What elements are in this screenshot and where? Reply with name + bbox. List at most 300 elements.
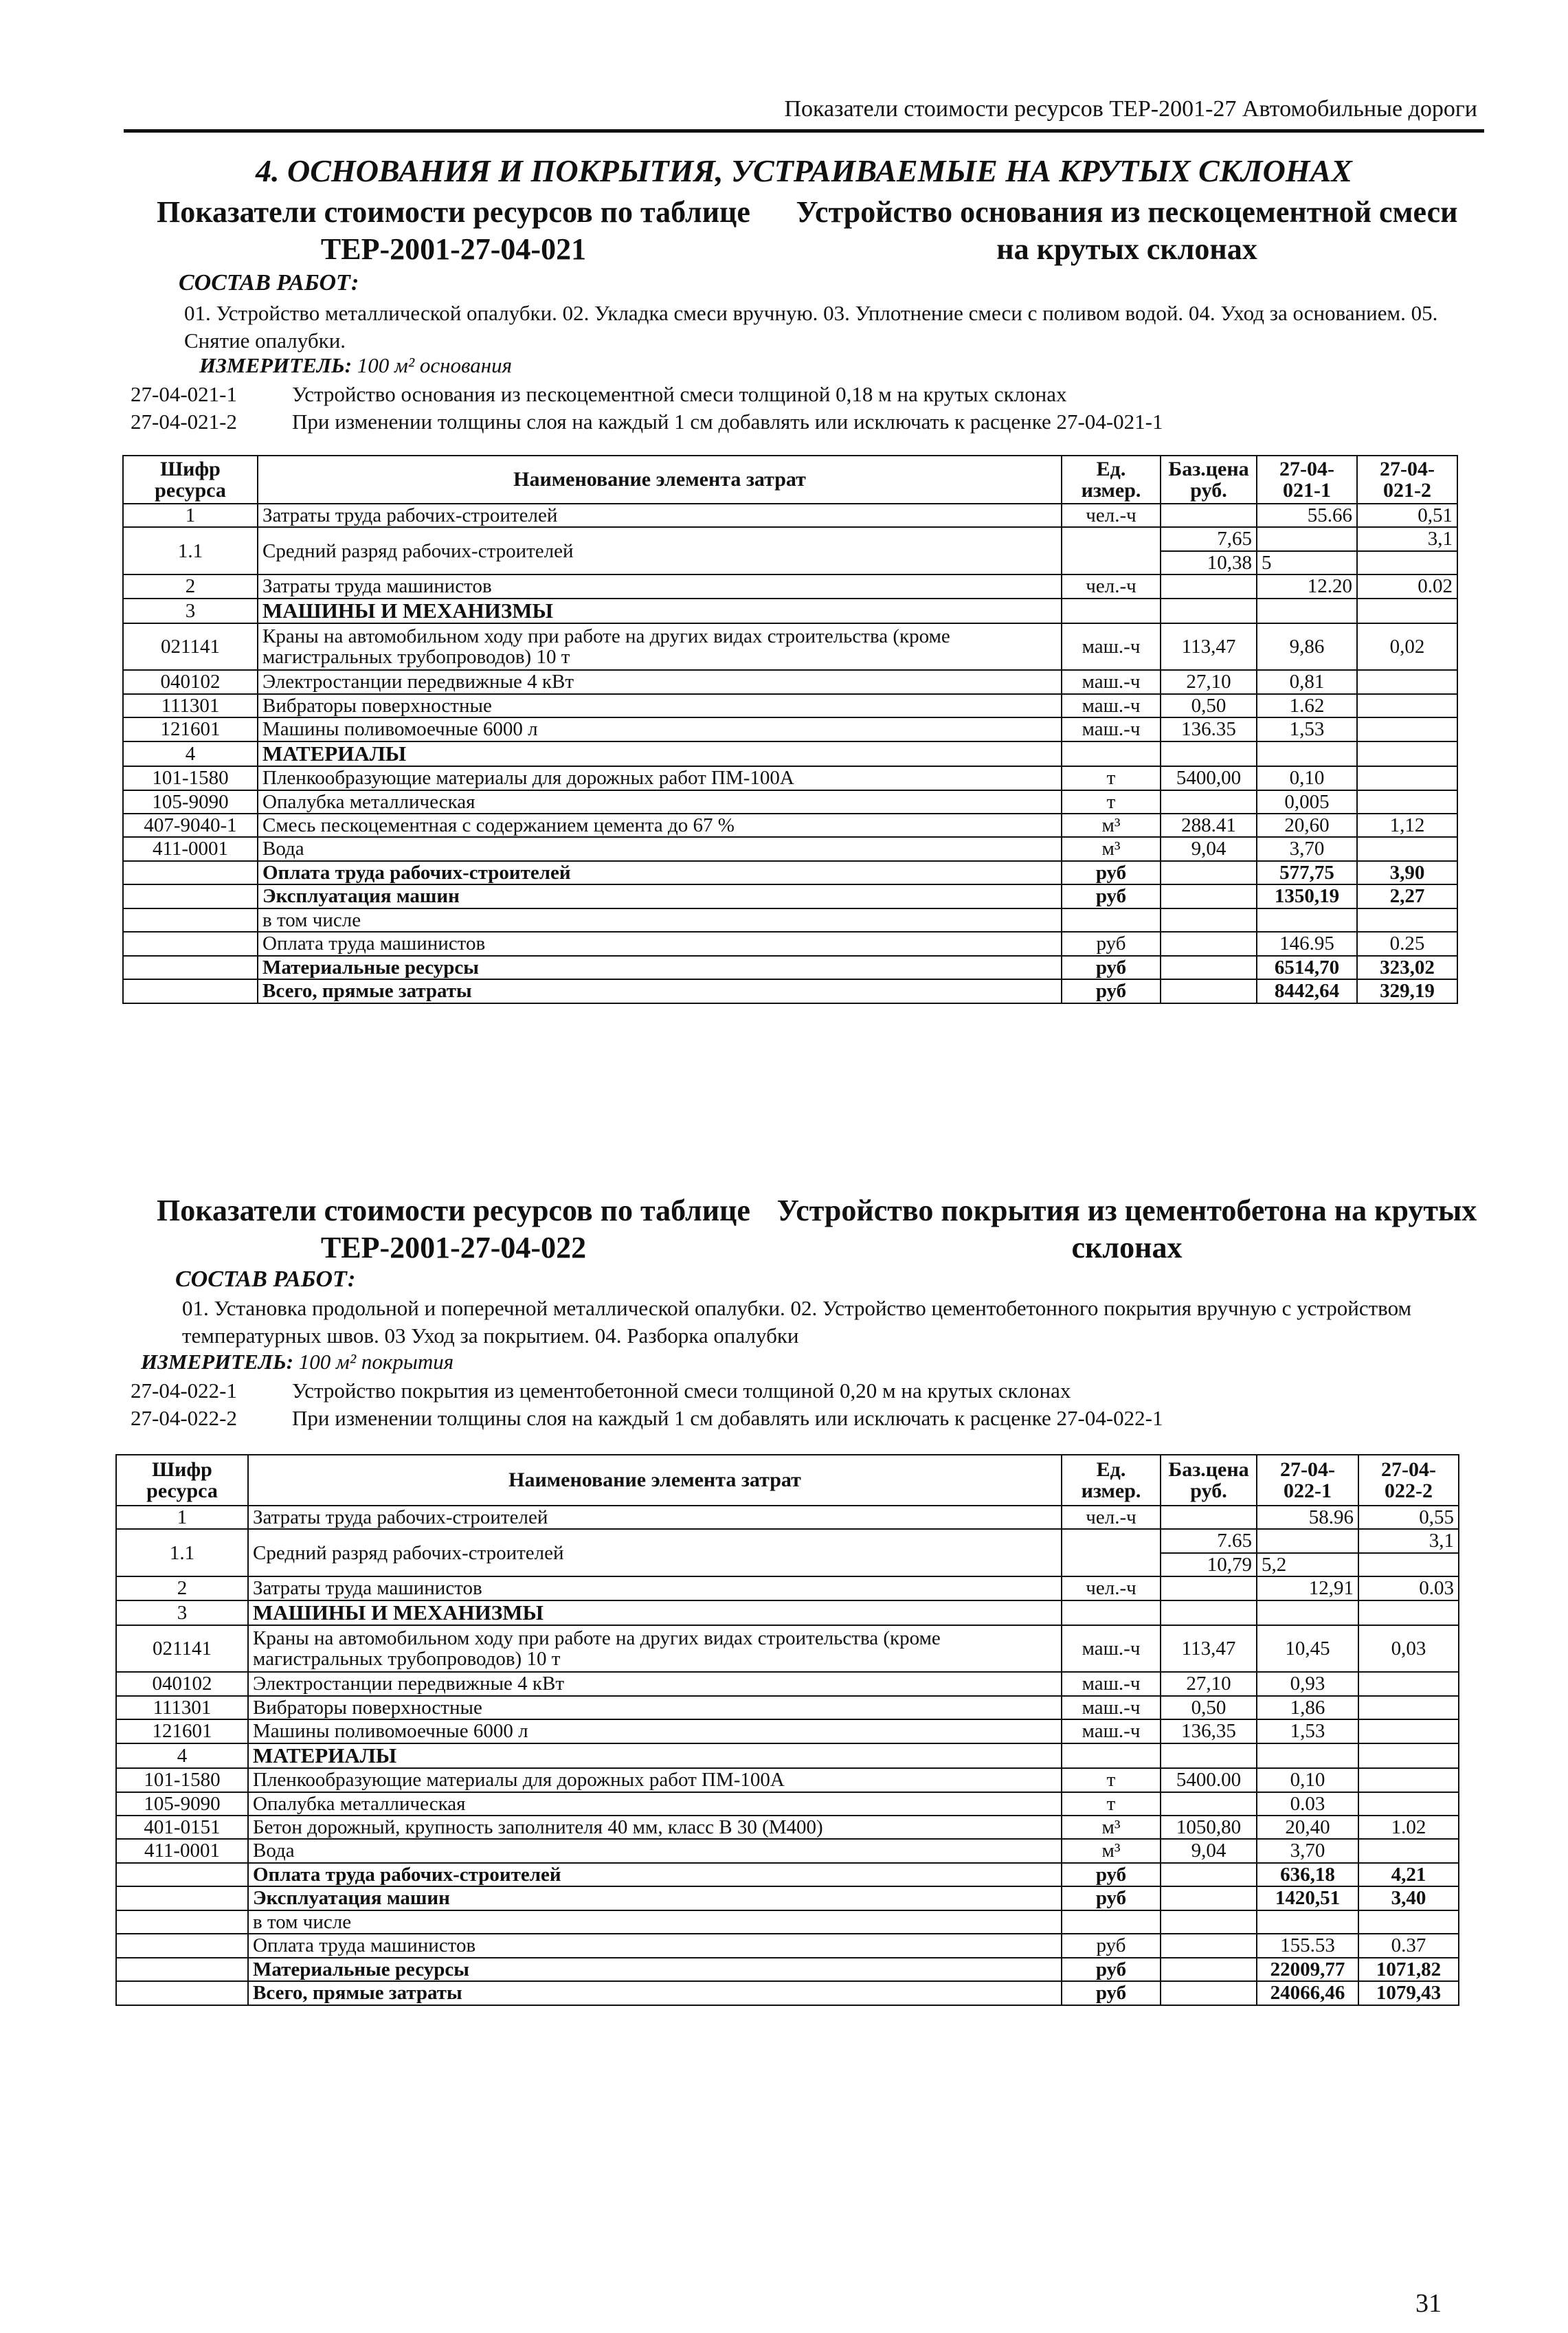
cell-unit: м³ — [1062, 814, 1161, 837]
cell-price — [1161, 1506, 1257, 1529]
cell-code: 111301 — [123, 694, 258, 717]
code-line — [131, 1406, 1163, 1431]
table-row — [116, 1600, 1459, 1626]
cell-value-1: 1,53 — [1257, 717, 1357, 741]
cell-value-1: 577,75 — [1257, 861, 1357, 884]
cell-name: Краны на автомобильном ходу при работе на других видах строительства (кроме магистральных трубопроводов) 10 т — [248, 1625, 1062, 1672]
table-row — [123, 814, 1457, 837]
table-row — [123, 694, 1457, 717]
table-row — [116, 1506, 1459, 1529]
cell-value-1: 5 — [1257, 551, 1357, 574]
cell-name: Электростанции передвижные 4 кВт — [248, 1672, 1062, 1695]
cell-value-2 — [1357, 717, 1457, 741]
cell-unit — [1062, 908, 1161, 932]
cell-unit: руб — [1062, 1934, 1161, 1957]
cell-name: Пленкообразующие материалы для дорожных работ ПМ-100А — [258, 766, 1062, 790]
cell-price — [1161, 1600, 1257, 1626]
cell-value-1: 22009,77 — [1257, 1958, 1358, 1981]
cell-code — [123, 908, 258, 932]
col-header-rate-1: 27-04-021-1 — [1257, 456, 1357, 504]
summary-row — [123, 884, 1457, 908]
cell-name: Бетон дорожный, крупность заполнителя 40 мм, класс В 30 (М400) — [248, 1816, 1062, 1839]
cell-value-2 — [1357, 766, 1457, 790]
cell-price — [1161, 1792, 1257, 1816]
page-number: 31 — [1415, 2289, 1442, 2318]
cell-value-2 — [1357, 790, 1457, 814]
cell-name: в том числе — [248, 1910, 1062, 1934]
cell-code — [123, 884, 258, 908]
table-row — [116, 1696, 1459, 1719]
rate-code: 27-04-022-1 — [131, 1378, 237, 1403]
cell-price — [1161, 979, 1257, 1003]
cell-code: 040102 — [116, 1672, 248, 1695]
cell-code: 3 — [116, 1600, 248, 1626]
cell-unit: руб — [1062, 1981, 1161, 2005]
cell-value-1: 12,91 — [1257, 1576, 1358, 1600]
cell-name: Средний разряд рабочих-строителей — [248, 1529, 1062, 1576]
table-header-row — [123, 456, 1457, 504]
cell-value-1: 146.95 — [1257, 932, 1357, 955]
cell-price — [1161, 1743, 1257, 1769]
table-row — [123, 599, 1457, 624]
cell-value-2 — [1358, 1910, 1459, 1934]
cell-name: Смесь пескоцементная с содержанием цемента до 67 % — [258, 814, 1062, 837]
cell-code: 411-0001 — [123, 837, 258, 860]
cell-code — [123, 932, 258, 955]
cell-name: Эксплуатация машин — [258, 884, 1062, 908]
cell-price — [1161, 1886, 1257, 1910]
cell-name: Средний разряд рабочих-строителей — [258, 527, 1062, 574]
cell-name: Машины поливомоечные 6000 л — [248, 1719, 1062, 1743]
cell-unit: т — [1062, 766, 1161, 790]
meter-line — [199, 353, 512, 378]
cell-code: 3 — [123, 599, 258, 624]
cell-value-2: 329,19 — [1357, 979, 1457, 1003]
rate-code: 27-04-021-1 — [131, 382, 237, 406]
cell-name: Вода — [248, 1839, 1062, 1862]
cell-code: 021141 — [116, 1625, 248, 1672]
cell-code — [116, 1981, 248, 2005]
rate-description: При изменении толщины слоя на каждый 1 см добавлять или исключать к расценке 27-04-022-1 — [292, 1406, 1163, 1430]
cell-code: 040102 — [123, 670, 258, 693]
cell-value-2: 2,27 — [1357, 884, 1457, 908]
cell-name: Опалубка металлическая — [248, 1792, 1062, 1816]
rate-description: Устройство покрытия из цементобетонной смеси толщиной 0,20 м на крутых склонах — [292, 1378, 1071, 1403]
cell-code: 1.1 — [123, 527, 258, 574]
cell-code: 105-9090 — [116, 1792, 248, 1816]
table-row — [123, 741, 1457, 767]
cell-price: 136.35 — [1161, 717, 1257, 741]
cell-price: 136,35 — [1161, 1719, 1257, 1743]
cell-price — [1161, 741, 1257, 767]
cell-price: 5400,00 — [1161, 766, 1257, 790]
cell-price: 1050,80 — [1161, 1816, 1257, 1839]
cell-value-2: 0.37 — [1358, 1934, 1459, 1957]
table-row — [116, 1529, 1459, 1552]
cell-name: МАТЕРИАЛЫ — [248, 1743, 1062, 1769]
cell-unit: т — [1062, 1768, 1161, 1791]
cell-value-2 — [1358, 1672, 1459, 1695]
summary-row — [116, 1910, 1459, 1934]
cell-value-1: 1,53 — [1257, 1719, 1358, 1743]
table-row — [116, 1576, 1459, 1600]
cell-unit: маш.-ч — [1062, 1696, 1161, 1719]
code-line — [131, 1378, 1071, 1403]
cell-value-2 — [1358, 1743, 1459, 1769]
works-text: 01. Устройство металлической опалубки. 02. Укладка смеси вручную. 03. Уплотнение смеси с поливом водой. 04. Уход за основанием. 05. Снятие опалубки. — [184, 301, 1438, 353]
cost-table — [115, 1454, 1459, 2006]
cell-unit: м³ — [1062, 837, 1161, 860]
cell-unit: руб — [1062, 1863, 1161, 1886]
table-row — [123, 766, 1457, 790]
summary-row — [123, 908, 1457, 932]
cell-unit: маш.-ч — [1062, 1719, 1161, 1743]
cell-value-2 — [1357, 837, 1457, 860]
cell-value-2 — [1357, 551, 1457, 574]
table-row — [116, 1768, 1459, 1791]
summary-row — [123, 932, 1457, 955]
cell-value-2 — [1358, 1792, 1459, 1816]
cell-code: 1.1 — [116, 1529, 248, 1576]
table-title-right: Устройство основания из пескоцементной смеси на крутых склонах — [796, 195, 1458, 266]
cell-unit: руб — [1062, 1958, 1161, 1981]
cell-name: МАТЕРИАЛЫ — [258, 741, 1062, 767]
cell-code: 121601 — [116, 1719, 248, 1743]
cell-value-2: 1079,43 — [1358, 1981, 1459, 2005]
cell-code — [123, 956, 258, 979]
table-row — [123, 527, 1457, 550]
table-row — [116, 1792, 1459, 1816]
cell-value-2 — [1358, 1839, 1459, 1862]
cell-value-2: 0.25 — [1357, 932, 1457, 955]
table-row — [116, 1743, 1459, 1769]
cell-price — [1161, 861, 1257, 884]
cell-value-1 — [1257, 1910, 1358, 1934]
cell-code — [116, 1886, 248, 1910]
cell-value-2: 3,40 — [1358, 1886, 1459, 1910]
meter-value: 100 м² покрытия — [298, 1350, 454, 1374]
cell-value-1: 12.20 — [1257, 574, 1357, 598]
summary-row — [123, 861, 1457, 884]
cell-value-2: 0,55 — [1358, 1506, 1459, 1529]
cell-price: 0,50 — [1161, 694, 1257, 717]
cell-value-1 — [1257, 527, 1357, 550]
cell-price: 113,47 — [1161, 1625, 1257, 1672]
cell-name: Оплата труда машинистов — [248, 1934, 1062, 1957]
cell-price — [1161, 1576, 1257, 1600]
cell-value-1: 155.53 — [1257, 1934, 1358, 1957]
cell-unit: маш.-ч — [1062, 1672, 1161, 1695]
cell-value-2 — [1358, 1553, 1459, 1576]
cell-price: 113,47 — [1161, 623, 1257, 670]
meter-line — [141, 1350, 453, 1374]
cell-name: Эксплуатация машин — [248, 1886, 1062, 1910]
cell-code — [116, 1958, 248, 1981]
cell-unit — [1062, 1529, 1161, 1576]
cell-code — [123, 979, 258, 1003]
cell-code: 111301 — [116, 1696, 248, 1719]
cell-unit: т — [1062, 790, 1161, 814]
cell-value-1 — [1257, 1600, 1358, 1626]
cell-code: 021141 — [123, 623, 258, 670]
cell-unit: руб — [1062, 932, 1161, 955]
cell-unit: маш.-ч — [1062, 717, 1161, 741]
table-row — [123, 717, 1457, 741]
cell-name: Материальные ресурсы — [248, 1958, 1062, 1981]
cell-name: МАШИНЫ И МЕХАНИЗМЫ — [258, 599, 1062, 624]
cell-value-1: 0,10 — [1257, 766, 1357, 790]
table-title-left: Показатели стоимости ресурсов по таблице ТЕР-2001-27-04-021 — [157, 195, 750, 266]
summary-row — [116, 1934, 1459, 1957]
cell-value-2 — [1357, 908, 1457, 932]
cell-value-1: 1,86 — [1257, 1696, 1358, 1719]
table-title-left: Показатели стоимости ресурсов по таблице ТЕР-2001-27-04-022 — [157, 1194, 750, 1264]
cell-value-1: 1.62 — [1257, 694, 1357, 717]
summary-row — [116, 1863, 1459, 1886]
table-row — [116, 1839, 1459, 1862]
cell-price: 27,10 — [1161, 1672, 1257, 1695]
cell-unit: руб — [1062, 979, 1161, 1003]
cell-code: 2 — [116, 1576, 248, 1600]
table-row — [123, 837, 1457, 860]
cell-price: 27,10 — [1161, 670, 1257, 693]
cell-name: Затраты труда машинистов — [258, 574, 1062, 598]
cell-code: 4 — [116, 1743, 248, 1769]
cell-code — [116, 1934, 248, 1957]
cell-price — [1161, 599, 1257, 624]
col-header-rate-1: 27-04-022-1 — [1257, 1455, 1358, 1506]
cell-value-2: 0,51 — [1357, 504, 1457, 527]
cell-value-1: 3,70 — [1257, 837, 1357, 860]
cell-code: 407-9040-1 — [123, 814, 258, 837]
cell-value-2 — [1358, 1600, 1459, 1626]
cell-code: 401-0151 — [116, 1816, 248, 1839]
cell-code: 105-9090 — [123, 790, 258, 814]
cell-value-1: 0,81 — [1257, 670, 1357, 693]
cell-value-1: 5,2 — [1257, 1553, 1358, 1576]
cell-price: 10,79 — [1161, 1553, 1257, 1576]
col-header-rate-2: 27-04-022-2 — [1358, 1455, 1459, 1506]
cell-price: 7,65 — [1161, 527, 1257, 550]
cell-code: 101-1580 — [123, 766, 258, 790]
cell-code: 2 — [123, 574, 258, 598]
meter-value: 100 м² основания — [357, 353, 513, 377]
cell-price: 9,04 — [1161, 1839, 1257, 1862]
cell-value-2: 1071,82 — [1358, 1958, 1459, 1981]
cell-price — [1161, 1958, 1257, 1981]
cell-name: Электростанции передвижные 4 кВт — [258, 670, 1062, 693]
cell-value-1: 0.03 — [1257, 1792, 1358, 1816]
cost-table — [122, 455, 1458, 1004]
meter-label: ИЗМЕРИТЕЛЬ: — [199, 353, 352, 377]
cell-code — [116, 1863, 248, 1886]
col-header-price: Баз.цена руб. — [1161, 1455, 1257, 1506]
cell-price — [1161, 884, 1257, 908]
summary-row — [116, 1958, 1459, 1981]
cell-unit: маш.-ч — [1062, 623, 1161, 670]
cell-price: 5400.00 — [1161, 1768, 1257, 1791]
cell-value-2: 0.02 — [1357, 574, 1457, 598]
cell-value-2: 3,1 — [1358, 1529, 1459, 1552]
cell-value-2 — [1357, 599, 1457, 624]
cell-name: Оплата труда машинистов — [258, 932, 1062, 955]
cell-unit — [1062, 741, 1161, 767]
cell-value-2: 0,03 — [1358, 1625, 1459, 1672]
cell-price — [1161, 574, 1257, 598]
table-row — [116, 1672, 1459, 1695]
cell-value-2: 323,02 — [1357, 956, 1457, 979]
cell-value-2: 0,02 — [1357, 623, 1457, 670]
running-header: Показатели стоимости ресурсов ТЕР-2001-27 Автомобильные дороги — [784, 96, 1477, 122]
cell-unit: руб — [1062, 884, 1161, 908]
cell-value-1: 3,70 — [1257, 1839, 1358, 1862]
cell-value-2 — [1357, 741, 1457, 767]
cell-code: 4 — [123, 741, 258, 767]
cell-name: Краны на автомобильном ходу при работе на других видах строительства (кроме магистральных трубопроводов) 10 т — [258, 623, 1062, 670]
table-row — [123, 574, 1457, 598]
cell-unit — [1062, 1910, 1161, 1934]
rate-code: 27-04-021-2 — [131, 410, 237, 434]
cell-price: 7.65 — [1161, 1529, 1257, 1552]
cell-value-1: 58.96 — [1257, 1506, 1358, 1529]
cell-value-1: 1350,19 — [1257, 884, 1357, 908]
cell-value-1: 55.66 — [1257, 504, 1357, 527]
cell-unit: м³ — [1062, 1816, 1161, 1839]
cell-unit — [1062, 527, 1161, 574]
table-row — [116, 1719, 1459, 1743]
cell-name: Вибраторы поверхностные — [248, 1696, 1062, 1719]
cell-price — [1161, 908, 1257, 932]
cell-code: 101-1580 — [116, 1768, 248, 1791]
cell-name: Материальные ресурсы — [258, 956, 1062, 979]
cell-value-2 — [1357, 670, 1457, 693]
cell-name: Вода — [258, 837, 1062, 860]
table-row — [123, 790, 1457, 814]
cell-value-2 — [1358, 1768, 1459, 1791]
code-line — [131, 410, 1163, 434]
cell-value-1: 1420,51 — [1257, 1886, 1358, 1910]
cell-name: в том числе — [258, 908, 1062, 932]
col-header-code: Шифр ресурса — [116, 1455, 248, 1506]
table-title-right: Устройство покрытия из цементобетона на крутых склонах — [776, 1194, 1477, 1264]
summary-row — [123, 956, 1457, 979]
cell-unit: маш.-ч — [1062, 694, 1161, 717]
rate-code: 27-04-022-2 — [131, 1406, 237, 1430]
col-header-rate-2: 27-04-021-2 — [1357, 456, 1457, 504]
section-title: 4. ОСНОВАНИЯ И ПОКРЫТИЯ, УСТРАИВАЕМЫЕ НА КРУТЫХ СКЛОНАХ — [256, 153, 1352, 188]
cell-price: 9,04 — [1161, 837, 1257, 860]
cell-value-2: 3,1 — [1357, 527, 1457, 550]
cell-unit: маш.-ч — [1062, 1625, 1161, 1672]
cell-unit: маш.-ч — [1062, 670, 1161, 693]
cell-value-1: 0,10 — [1257, 1768, 1358, 1791]
cell-name: Оплата труда рабочих-строителей — [258, 861, 1062, 884]
works-label: СОСТАВ РАБОТ: — [175, 1266, 356, 1292]
cell-value-1: 0,93 — [1257, 1672, 1358, 1695]
cell-code: 1 — [116, 1506, 248, 1529]
cell-name: Всего, прямые затраты — [258, 979, 1062, 1003]
cell-name: Затраты труда машинистов — [248, 1576, 1062, 1600]
col-header-unit: Ед. измер. — [1062, 456, 1161, 504]
summary-row — [116, 1886, 1459, 1910]
table-row — [123, 670, 1457, 693]
cell-value-1: 20,40 — [1257, 1816, 1358, 1839]
cell-value-1: 9,86 — [1257, 623, 1357, 670]
col-header-price: Баз.цена руб. — [1161, 456, 1257, 504]
cell-value-1 — [1257, 599, 1357, 624]
cell-value-1: 636,18 — [1257, 1863, 1358, 1886]
cell-name: Вибраторы поверхностные — [258, 694, 1062, 717]
cell-price — [1161, 790, 1257, 814]
cell-name: Всего, прямые затраты — [248, 1981, 1062, 2005]
table-row — [116, 1816, 1459, 1839]
cell-price — [1161, 1863, 1257, 1886]
cell-price — [1161, 1910, 1257, 1934]
cell-name: Пленкообразующие материалы для дорожных работ ПМ-100А — [248, 1768, 1062, 1791]
cell-code — [116, 1910, 248, 1934]
cell-value-2: 1.02 — [1358, 1816, 1459, 1839]
cell-value-2 — [1358, 1696, 1459, 1719]
works-label: СОСТАВ РАБОТ: — [179, 270, 359, 295]
table-row — [123, 623, 1457, 670]
cell-value-1: 20,60 — [1257, 814, 1357, 837]
cell-price: 10,38 — [1161, 551, 1257, 574]
cell-unit: чел.-ч — [1062, 504, 1161, 527]
cell-value-1: 10,45 — [1257, 1625, 1358, 1672]
col-header-unit: Ед. измер. — [1062, 1455, 1161, 1506]
col-header-code: Шифр ресурса — [123, 456, 258, 504]
cell-name: Машины поливомоечные 6000 л — [258, 717, 1062, 741]
cell-value-1: 24066,46 — [1257, 1981, 1358, 2005]
cell-price — [1161, 1981, 1257, 2005]
cell-value-2: 0.03 — [1358, 1576, 1459, 1600]
cell-code — [123, 861, 258, 884]
cell-value-2: 4,21 — [1358, 1863, 1459, 1886]
cell-code: 411-0001 — [116, 1839, 248, 1862]
cell-unit — [1062, 599, 1161, 624]
cell-price — [1161, 504, 1257, 527]
rate-description: При изменении толщины слоя на каждый 1 см добавлять или исключать к расценке 27-04-021-1 — [292, 410, 1163, 434]
meter-label: ИЗМЕРИТЕЛЬ: — [141, 1350, 294, 1374]
cell-price: 288.41 — [1161, 814, 1257, 837]
cell-value-2 — [1358, 1719, 1459, 1743]
cell-name: Затраты труда рабочих-строителей — [248, 1506, 1062, 1529]
cell-value-1: 8442,64 — [1257, 979, 1357, 1003]
table-header-row — [116, 1455, 1459, 1506]
cell-value-1 — [1257, 1529, 1358, 1552]
code-line — [131, 382, 1067, 407]
cell-unit: т — [1062, 1792, 1161, 1816]
cell-price — [1161, 932, 1257, 955]
cell-unit — [1062, 1743, 1161, 1769]
table-row — [116, 1625, 1459, 1672]
cell-value-2: 1,12 — [1357, 814, 1457, 837]
rate-description: Устройство основания из пескоцементной смеси толщиной 0,18 м на крутых склонах — [292, 382, 1067, 406]
cell-value-1 — [1257, 908, 1357, 932]
cell-name: Оплата труда рабочих-строителей — [248, 1863, 1062, 1886]
cell-name: Опалубка металлическая — [258, 790, 1062, 814]
cell-code: 1 — [123, 504, 258, 527]
table-row — [123, 504, 1457, 527]
summary-row — [123, 979, 1457, 1003]
cell-name: Затраты труда рабочих-строителей — [258, 504, 1062, 527]
cell-unit: м³ — [1062, 1839, 1161, 1862]
cell-unit: руб — [1062, 861, 1161, 884]
summary-row — [116, 1981, 1459, 2005]
col-header-name: Наименование элемента затрат — [248, 1455, 1062, 1506]
col-header-name: Наименование элемента затрат — [258, 456, 1062, 504]
cell-unit: чел.-ч — [1062, 1576, 1161, 1600]
